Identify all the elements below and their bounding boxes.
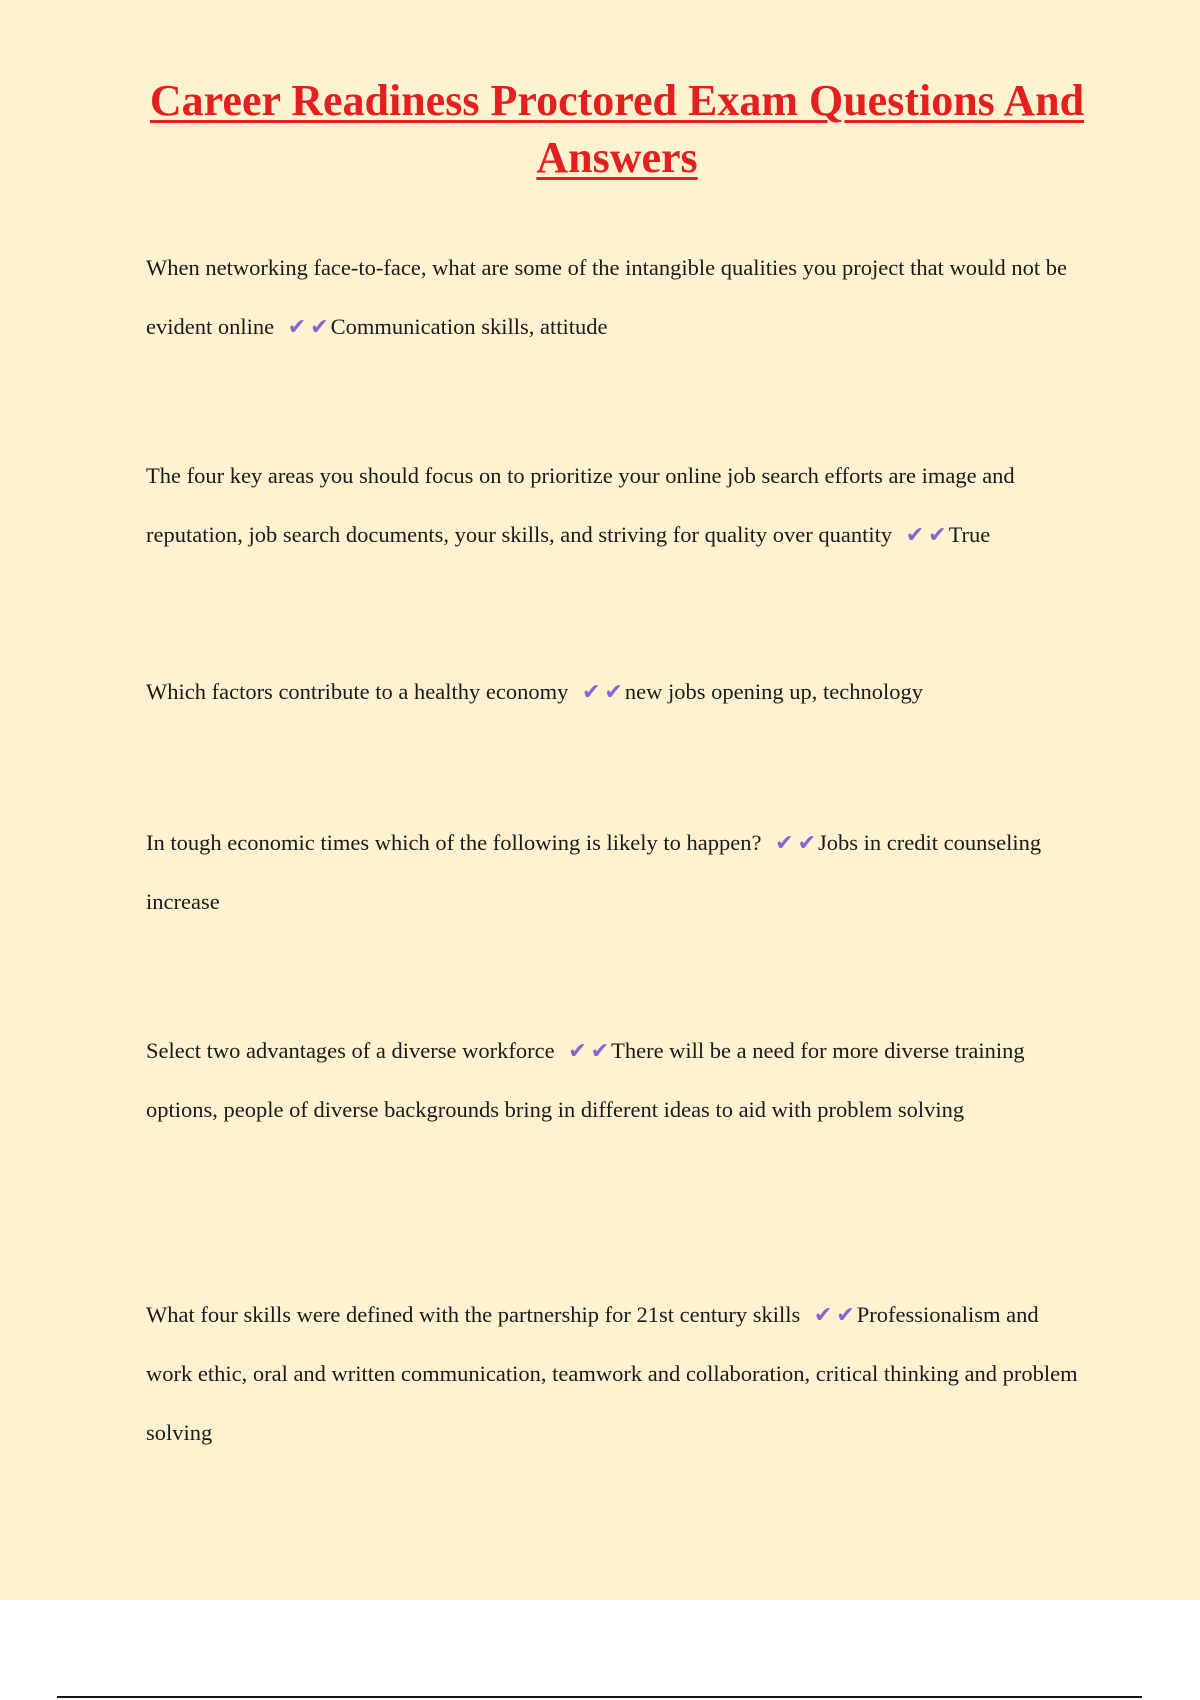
- check-icon: ✔: [604, 679, 623, 704]
- check-icon: ✔: [928, 522, 947, 547]
- check-icon: ✔: [581, 679, 601, 704]
- qa-item-3: [146, 662, 1086, 721]
- question-text: What four skills were defined with the partnership for 21st century skills: [146, 1302, 801, 1327]
- answer-text: There will be a need for more diverse training options, people of diverse backgrounds bring in different ideas to aid with problem solving: [146, 1038, 1025, 1122]
- answer-text: True: [948, 522, 991, 547]
- question-text: The four key areas you should focus on to prioritize your online job search efforts are image and reputation, job search documents, your skills, and striving for quality over quantity: [146, 463, 1015, 547]
- page-title: Career Readiness Proctored Exam Questions And Answers: [149, 76, 1085, 182]
- check-icon: ✔: [905, 522, 925, 547]
- check-icon: ✔: [836, 1302, 855, 1327]
- qa-item-2: [146, 446, 1086, 564]
- answer-text: Jobs in credit counseling increase: [146, 830, 1042, 914]
- answer-text: new jobs opening up, technology: [624, 679, 923, 704]
- check-icon: ✔: [813, 1302, 833, 1327]
- question-text: In tough economic times which of the following is likely to happen?: [146, 830, 762, 855]
- check-icon: ✔: [287, 314, 307, 339]
- qa-item-1: [146, 238, 1086, 356]
- check-icon: ✔: [310, 314, 329, 339]
- check-icon: ✔: [590, 1038, 610, 1063]
- qa-item-4: [146, 813, 1086, 931]
- answer-text: Communication skills, attitude: [330, 314, 608, 339]
- check-icon: ✔: [568, 1038, 587, 1063]
- footer-divider: [57, 1696, 1142, 1698]
- qa-item-5: [146, 1021, 1086, 1139]
- question-text: Select two advantages of a diverse workforce: [146, 1038, 555, 1063]
- question-text: When networking face-to-face, what are some of the intangible qualities you project that would not be evident online: [146, 255, 1067, 339]
- check-icon: ✔: [775, 830, 794, 855]
- check-icon: ✔: [797, 830, 816, 855]
- qa-item-6: [146, 1285, 1086, 1462]
- question-text: Which factors contribute to a healthy economy: [146, 679, 569, 704]
- answer-text: Professionalism and work ethic, oral and written communication, teamwork and collaboration, critical thinking and problem solving: [146, 1302, 1078, 1445]
